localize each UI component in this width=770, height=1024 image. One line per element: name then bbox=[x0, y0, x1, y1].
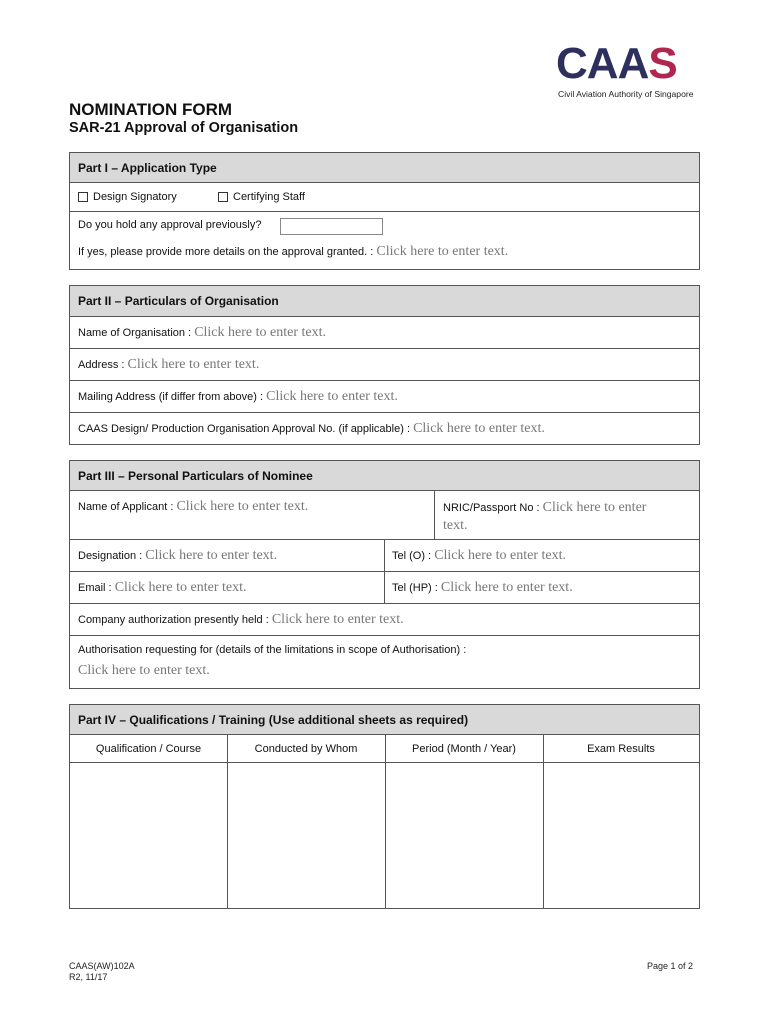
auth-request-label: Authorisation requesting for (details of the limitations in scope of Authorisation) : bbox=[78, 644, 467, 656]
approval-details-field[interactable]: Click here to enter text. bbox=[376, 244, 509, 259]
address-label: Address : bbox=[78, 358, 125, 371]
period-cell[interactable] bbox=[385, 763, 543, 908]
part2-section bbox=[69, 285, 700, 445]
design-signatory-checkbox[interactable] bbox=[78, 192, 88, 202]
col-exam-results: Exam Results bbox=[587, 742, 655, 755]
part4-header: Part IV – Qualifications / Training (Use additional sheets as required) bbox=[70, 705, 699, 735]
exam-results-cell[interactable] bbox=[543, 763, 699, 908]
approval-no-label: CAAS Design/ Production Organisation Approval No. (if applicable) : bbox=[78, 422, 411, 435]
certifying-staff-checkbox[interactable] bbox=[218, 192, 228, 202]
qualification-cell[interactable] bbox=[70, 763, 227, 908]
mailing-address-label: Mailing Address (if differ from above) : bbox=[78, 390, 264, 403]
design-signatory-option[interactable] bbox=[70, 183, 185, 211]
address-row bbox=[70, 349, 699, 381]
design-signatory-label: Design Signatory bbox=[93, 191, 177, 203]
nric-label: NRIC/Passport No : bbox=[443, 502, 540, 514]
applicant-name-field[interactable]: Click here to enter text. bbox=[176, 499, 309, 514]
designation-row bbox=[70, 540, 699, 572]
tel-hp-label: Tel (HP) : bbox=[392, 581, 438, 594]
caas-logo bbox=[556, 39, 702, 100]
previous-approval-input[interactable] bbox=[280, 218, 383, 235]
org-name-row bbox=[70, 317, 699, 349]
applicant-name-label: Name of Applicant : bbox=[78, 501, 174, 513]
part4-section bbox=[69, 704, 700, 909]
caas-logo-wordmark bbox=[556, 39, 677, 88]
part1-section bbox=[69, 152, 700, 270]
part4-column-headers bbox=[70, 735, 699, 763]
col-conducted-by: Conducted by Whom bbox=[254, 742, 358, 755]
org-name-label: Name of Organisation : bbox=[78, 326, 192, 339]
email-row bbox=[70, 572, 699, 604]
part1-options-row bbox=[70, 183, 699, 212]
address-field[interactable]: Click here to enter text. bbox=[127, 356, 260, 372]
form-code: CAAS(AW)102A bbox=[69, 961, 135, 971]
logo-letter-c: C bbox=[556, 39, 587, 88]
auth-request-row bbox=[70, 636, 699, 688]
part3-section bbox=[69, 460, 700, 689]
part1-header: Part I – Application Type bbox=[70, 153, 699, 183]
company-auth-field[interactable]: Click here to enter text. bbox=[271, 611, 404, 627]
logo-letter-a1: A bbox=[586, 39, 618, 88]
col-period: Period (Month / Year) bbox=[412, 742, 516, 755]
nric-field-continued[interactable]: text. bbox=[443, 518, 468, 533]
page-number: Page 1 of 2 bbox=[646, 961, 693, 971]
part2-header: Part II – Particulars of Organisation bbox=[70, 286, 699, 317]
mailing-address-field[interactable]: Click here to enter text. bbox=[266, 388, 398, 404]
certifying-staff-label: Certifying Staff bbox=[233, 191, 305, 203]
nric-field[interactable]: Click here to enter bbox=[542, 500, 647, 515]
designation-field[interactable]: Click here to enter text. bbox=[145, 547, 278, 563]
tel-office-field[interactable]: Click here to enter text. bbox=[434, 547, 566, 563]
email-field[interactable]: Click here to enter text. bbox=[114, 579, 247, 595]
designation-label: Designation : bbox=[78, 549, 143, 562]
org-name-field[interactable]: Click here to enter text. bbox=[194, 324, 326, 340]
tel-hp-field[interactable]: Click here to enter text. bbox=[440, 579, 573, 595]
form-revision: R2, 11/17 bbox=[69, 972, 108, 982]
logo-letter-s: S bbox=[648, 39, 677, 88]
form-subtitle: SAR-21 Approval of Organisation bbox=[69, 120, 299, 136]
part1-approval-row bbox=[70, 212, 699, 269]
logo-subtitle: Civil Aviation Authority of Singapore bbox=[558, 89, 694, 99]
email-label: Email : bbox=[78, 581, 112, 594]
previous-approval-question: Do you hold any approval previously? bbox=[78, 219, 262, 231]
part3-header: Part III – Personal Particulars of Nominee bbox=[70, 461, 699, 491]
logo-letter-a2: A bbox=[617, 39, 649, 88]
approval-details-label: If yes, please provide more details on the approval granted. : bbox=[78, 246, 374, 258]
col-qualification: Qualification / Course bbox=[95, 742, 202, 755]
company-auth-row bbox=[70, 604, 699, 636]
mailing-address-row bbox=[70, 381, 699, 413]
conducted-by-cell[interactable] bbox=[227, 763, 385, 908]
approval-no-row bbox=[70, 413, 699, 444]
tel-office-label: Tel (O) : bbox=[392, 549, 432, 562]
certifying-staff-option[interactable] bbox=[210, 183, 313, 211]
applicant-row bbox=[70, 491, 699, 540]
part4-entry-row bbox=[70, 763, 699, 908]
approval-no-field[interactable]: Click here to enter text. bbox=[413, 420, 545, 436]
company-auth-label: Company authorization presently held : bbox=[78, 613, 269, 626]
auth-request-field[interactable]: Click here to enter text. bbox=[78, 663, 210, 678]
form-title: NOMINATION FORM bbox=[69, 100, 233, 119]
